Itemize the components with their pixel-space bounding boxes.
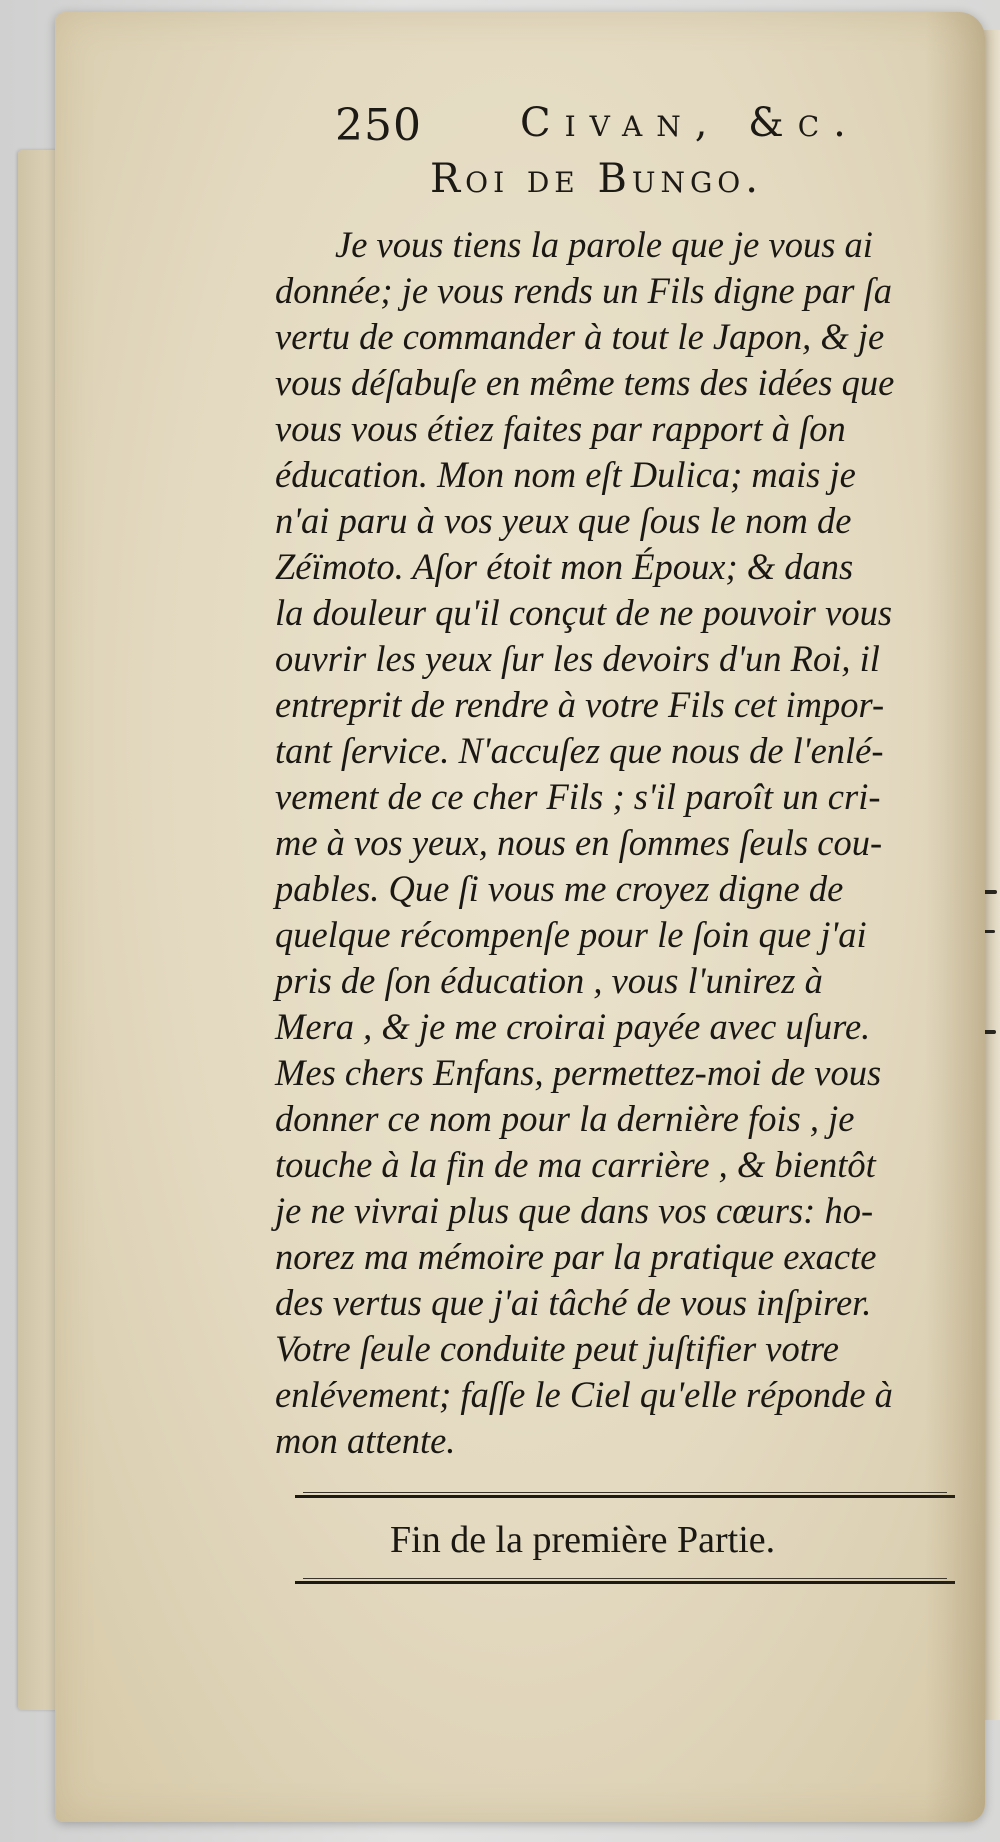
text-line: touche à la fin de ma carrière , & bientôt <box>275 1144 876 1185</box>
chapter-title: Roi de Bungo. <box>430 156 763 202</box>
text-line: enlévement; faſſe le Ciel qu'elle réponde à <box>275 1374 893 1415</box>
text-line: Mes chers Enfans, permettez-moi de vous <box>275 1052 882 1093</box>
text-line: vous déſabuſe en même tems des idées que <box>275 362 895 403</box>
text-line: tant ſervice. N'accuſez que nous de l'enlé- <box>275 730 884 771</box>
text-line: me à vos yeux, nous en ſommes ſeuls cou- <box>275 822 883 863</box>
text-line: Zéïmoto. Aſor étoit mon Époux; & dans <box>275 546 854 587</box>
text-line: vous vous étiez faites par rapport à ſon <box>275 408 846 449</box>
page-content <box>275 92 1000 1586</box>
end-of-part-note: Fin de la première Partie. <box>390 1519 776 1561</box>
top-rule <box>295 1492 955 1500</box>
text-line: pris de ſon éducation , vous l'unirez à <box>275 960 823 1001</box>
body-paragraph <box>275 222 1000 1464</box>
book-page <box>55 12 985 1822</box>
text-line: vertu de commander à tout le Japon, & je <box>275 316 885 357</box>
page-number: 250 <box>335 100 422 151</box>
text-line: vement de ce cher Fils ; s'il paroît un cri- <box>275 776 881 817</box>
running-head <box>275 92 1000 156</box>
bottom-rule <box>295 1578 955 1586</box>
text-line: mon attente. <box>275 1420 456 1461</box>
text-line: ouvrir les yeux ſur les devoirs d'un Roi, il <box>275 638 880 679</box>
text-line: entreprit de rendre à votre Fils cet impor- <box>275 684 885 725</box>
text-line: donner ce nom pour la dernière fois , je <box>275 1098 855 1139</box>
text-line: éducation. Mon nom eſt Dulica; mais je <box>275 454 856 495</box>
text-line: quelque récompenſe pour le ſoin que j'ai <box>275 914 867 955</box>
text-line: donnée; je vous rends un Fils digne par ſa <box>275 270 893 311</box>
text-line: je ne vivrai plus que dans vos cœurs: ho- <box>275 1190 874 1231</box>
text-line: la douleur qu'il conçut de ne pouvoir vous <box>275 592 893 633</box>
text-line: pables. Que ſi vous me croyez digne de <box>275 868 844 909</box>
running-title: Civan, &c. <box>520 100 860 146</box>
text-line: Mera , & je me croirai payée avec uſure. <box>275 1006 871 1047</box>
text-line: Je vous tiens la parole que je vous ai <box>335 224 873 265</box>
text-line: Votre ſeule conduite peut juſtifier votre <box>275 1328 839 1369</box>
text-line: n'ai paru à vos yeux que ſous le nom de <box>275 500 852 541</box>
text-line: norez ma mémoire par la pratique exacte <box>275 1236 877 1277</box>
text-line: des vertus que j'ai tâché de vous inſpirer. <box>275 1282 872 1323</box>
